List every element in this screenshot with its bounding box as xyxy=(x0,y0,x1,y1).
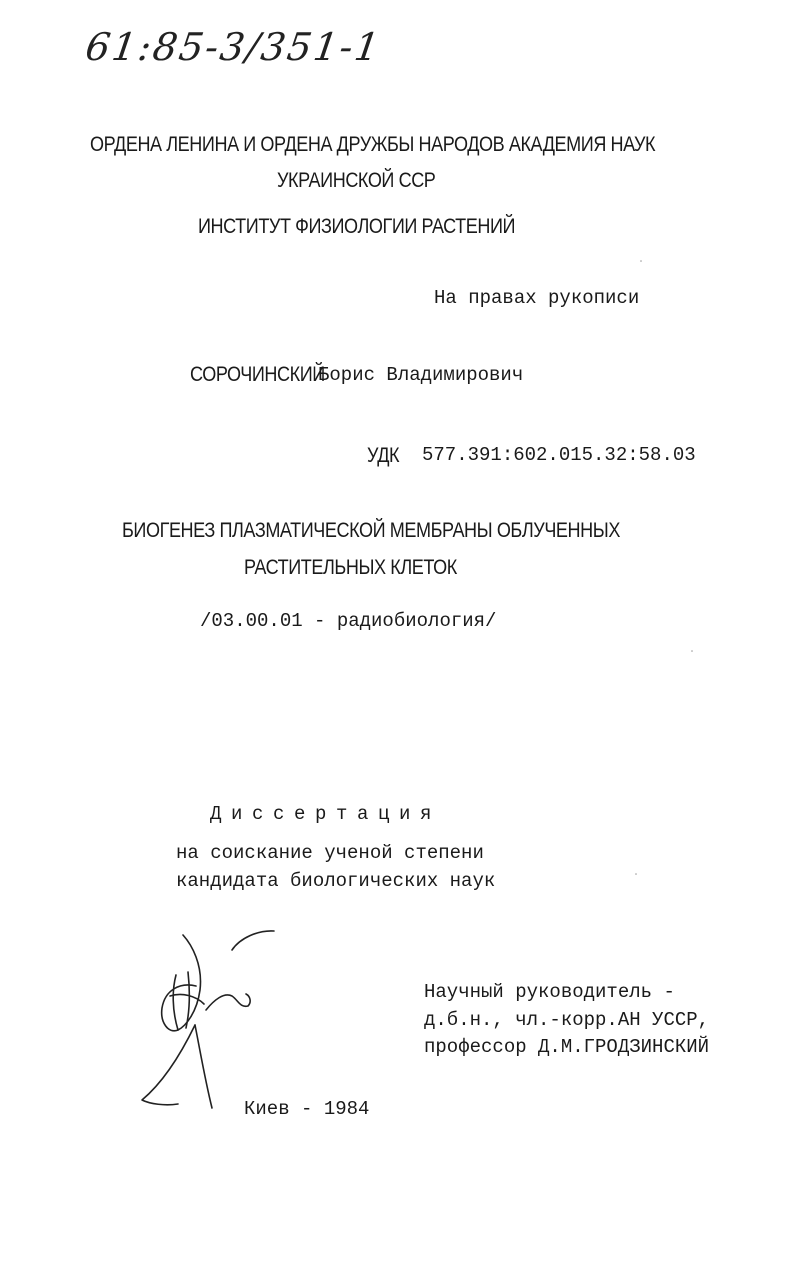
degree-line-1: на соискание ученой степени xyxy=(176,842,484,864)
academy-name: ОРДЕНА ЛЕНИНА И ОРДЕНА ДРУЖБЫ НАРОДОВ АКАДЕМИЯ НАУК xyxy=(90,133,656,156)
specialty-code: /03.00.01 - радиобиология/ xyxy=(200,610,497,632)
handwritten-signature xyxy=(142,931,274,1108)
institute-name: ИНСТИТУТ ФИЗИОЛОГИИ РАСТЕНИЙ xyxy=(198,215,516,238)
udc-label: УДК xyxy=(367,444,400,467)
academy-name-cont: УКРАИНСКОЙ ССР xyxy=(277,169,436,192)
supervisor-line-3: профессор Д.М.ГРОДЗИНСКИЙ xyxy=(424,1036,710,1058)
stray-dot xyxy=(640,260,642,262)
manuscript-note: На правах рукописи xyxy=(434,287,640,309)
author-surname: СОРОЧИНСКИЙ xyxy=(190,363,325,386)
author-given-names: Борис Владимирович xyxy=(318,364,524,386)
supervisor-line-1: Научный руководитель - xyxy=(424,981,675,1003)
udc-code: 577.391:602.015.32:58.03 xyxy=(422,444,696,466)
degree-line-2: кандидата биологических наук xyxy=(176,870,496,892)
place-year: Киев - 1984 xyxy=(244,1098,370,1120)
thesis-title: БИОГЕНЕЗ ПЛАЗМАТИЧЕСКОЙ МЕМБРАНЫ ОБЛУЧЕННЫХ xyxy=(122,519,620,542)
stray-dot xyxy=(691,650,693,652)
supervisor-line-2: д.б.н., чл.-корр.АН УССР, xyxy=(424,1009,710,1031)
stray-dot xyxy=(635,873,637,875)
dissertation-heading: Диссертация xyxy=(210,803,442,825)
thesis-title-cont: РАСТИТЕЛЬНЫХ КЛЕТОК xyxy=(244,556,457,579)
archive-code: 61:85-3/351-1 xyxy=(82,25,384,69)
